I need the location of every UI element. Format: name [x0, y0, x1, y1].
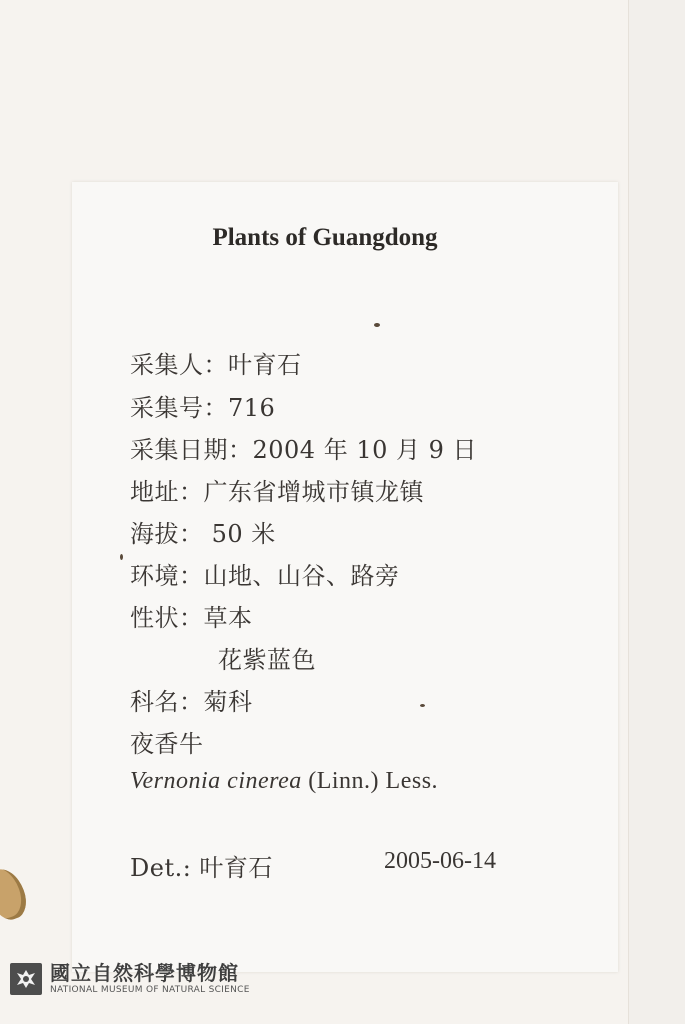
family-field: 科名：菊科	[130, 688, 253, 716]
herbarium-sheet-edge	[628, 0, 685, 1024]
museum-name-en: NATIONAL MUSEUM OF NATURAL SCIENCE	[50, 985, 250, 995]
determiner-field: Det.: 叶育石	[130, 854, 273, 882]
museum-logo-icon	[10, 963, 42, 995]
museum-watermark	[10, 962, 250, 996]
ink-speck	[120, 554, 123, 560]
specimen-label	[72, 182, 618, 972]
flower-color-field: 花紫蓝色	[218, 646, 316, 674]
specimen-fragment	[0, 864, 32, 924]
collector-field: 采集人：叶育石	[130, 351, 302, 379]
collection-date-field: 采集日期：2004 年 10 月 9 日	[130, 436, 478, 464]
scientific-name-binomial: Vernonia cinerea	[130, 768, 302, 794]
locality-field: 地址：广东省增城市镇龙镇	[130, 478, 424, 506]
common-name-field: 夜香牛	[130, 730, 204, 758]
scientific-name	[130, 768, 438, 795]
scientific-name-authority: (Linn.) Less.	[301, 768, 439, 794]
habitat-field: 环境：山地、山谷、路旁	[130, 562, 400, 590]
altitude-field: 海拔： 50 米	[130, 520, 276, 548]
habit-field: 性状：草本	[130, 604, 253, 632]
museum-name-zh: 國立自然科學博物館	[50, 961, 239, 985]
ink-speck	[420, 704, 425, 707]
ink-speck	[374, 323, 380, 327]
determination-date: 2005-06-14	[384, 848, 496, 874]
collection-number-field: 采集号：716	[130, 394, 276, 422]
label-title: Plants of Guangdong	[212, 224, 438, 251]
